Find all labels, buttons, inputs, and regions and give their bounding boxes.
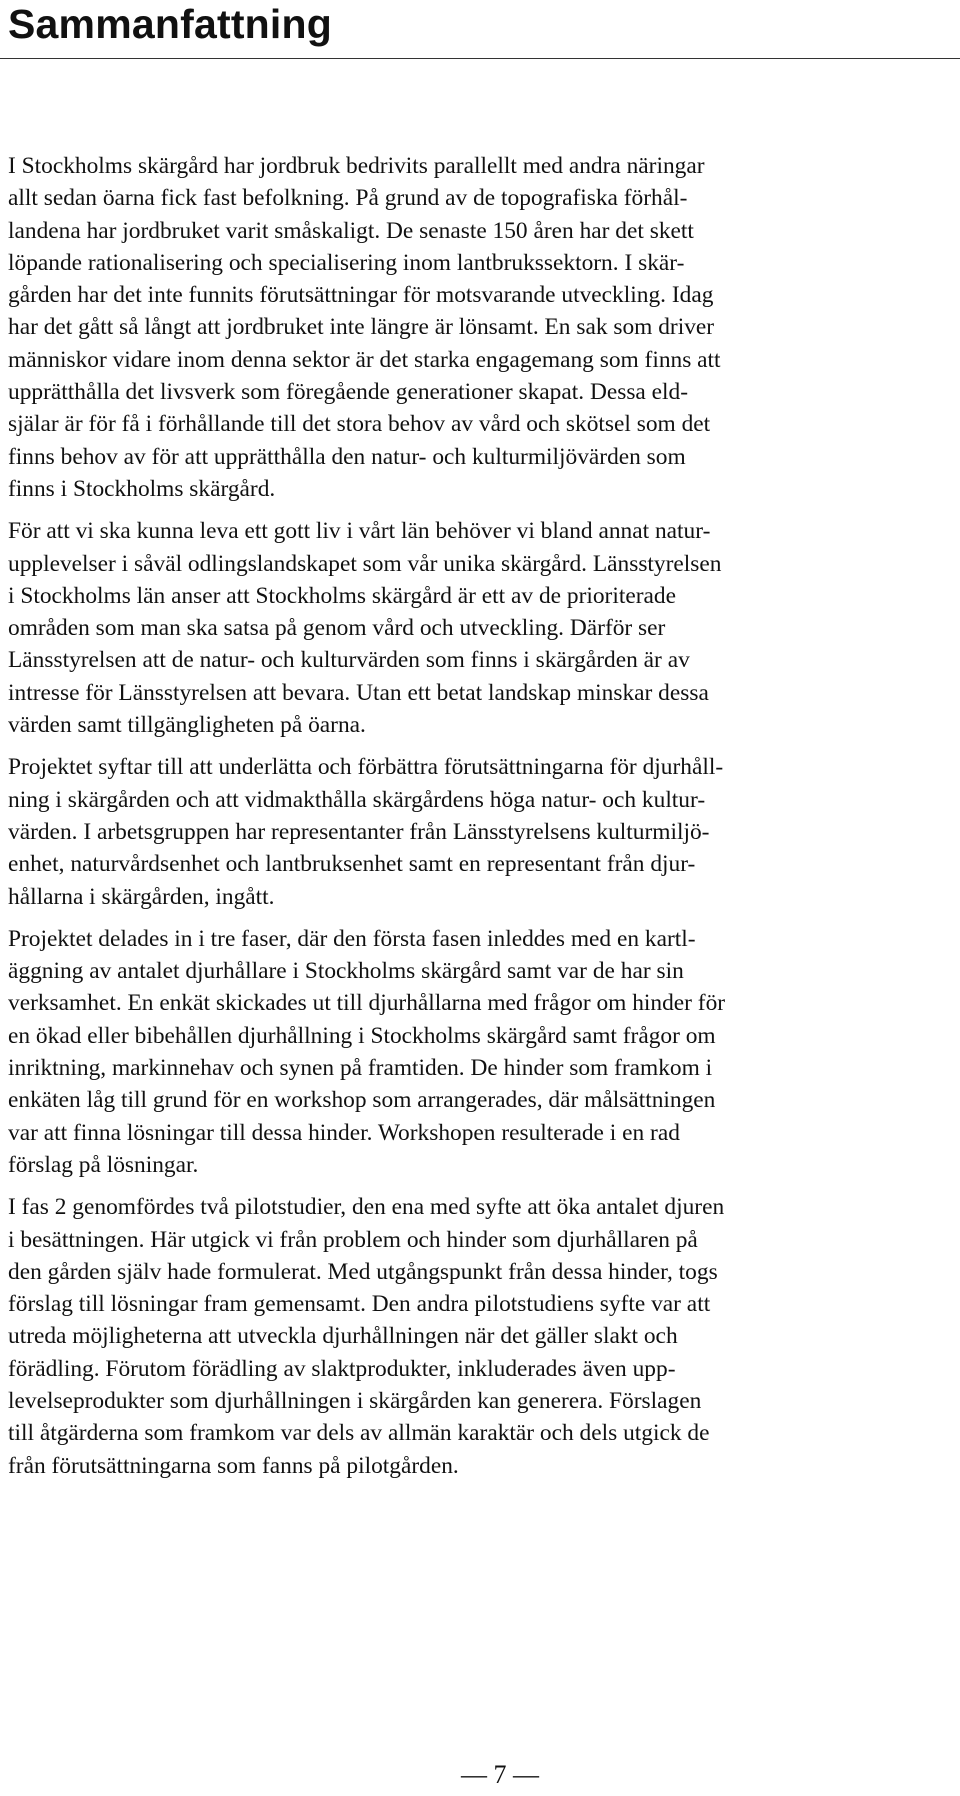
- text-line: har det gått så långt att jordbruket inte längre är lönsamt. En sak som driver: [8, 314, 715, 341]
- text-line: Projektet syftar till att underlätta och förbättra förutsättningarna för djurhåll-: [8, 754, 724, 781]
- text-line: från förutsättningarna som fanns på pilotgården.: [8, 1452, 459, 1479]
- text-line: gården har det inte funnits förutsättningar för motsvarande utveckling. Idag: [8, 282, 714, 309]
- text-line: inriktning, markinnehav och synen på framtiden. De hinder som framkom i: [8, 1055, 713, 1082]
- page-title: Sammanfattning: [8, 1, 332, 47]
- text-line: förslag på lösningar.: [8, 1151, 199, 1178]
- text-line: löpande rationalisering och specialisering inom lantbrukssektorn. I skär-: [8, 249, 685, 276]
- text-line: värden. I arbetsgruppen har representanter från Länsstyrelsens kulturmiljö-: [8, 818, 710, 845]
- paragraph-1: [8, 150, 958, 505]
- text-line: själar är för få i förhållande till det stora behov av vård och skötsel som det: [8, 411, 711, 438]
- paragraph-4: [8, 923, 958, 1181]
- text-line: finns behov av för att upprätthålla den natur- och kulturmiljövärden som: [8, 443, 686, 470]
- text-line: landena har jordbruket varit småskaligt. De senaste 150 åren har det skett: [8, 217, 694, 244]
- text-line: i Stockholms län anser att Stockholms skärgård är ett av de prioriterade: [8, 582, 676, 609]
- text-line: den gården själv hade formulerat. Med utgångspunkt från dessa hinder, togs: [8, 1258, 718, 1285]
- text-line: verksamhet. En enkät skickades ut till djurhållarna med frågor om hinder för: [8, 990, 726, 1017]
- summary-body: [8, 150, 958, 1492]
- page-number-label: — 7 —: [461, 1760, 539, 1789]
- text-line: finns i Stockholms skärgård.: [8, 475, 276, 502]
- text-line: För att vi ska kunna leva ett gott liv i vårt län behöver vi bland annat natur-: [8, 518, 711, 545]
- paragraph-3: [8, 751, 958, 912]
- text-line: förslag till lösningar fram gemensamt. Den andra pilotstudiens syfte var att: [8, 1291, 711, 1318]
- text-line: i besättningen. Här utgick vi från problem och hinder som djurhållaren på: [8, 1226, 698, 1253]
- text-line: områden som man ska satsa på genom vård och utveckling. Därför ser: [8, 615, 666, 642]
- paragraph-2: [8, 515, 958, 741]
- text-line: upplevelser i såväl odlingslandskapet som vår unika skärgård. Länsstyrelsen: [8, 550, 722, 577]
- text-line: äggning av antalet djurhållare i Stockholms skärgård samt var de har sin: [8, 958, 684, 985]
- text-line: en ökad eller bibehållen djurhållning i Stockholms skärgård samt frågor om: [8, 1022, 716, 1049]
- text-line: upprätthålla det livsverk som föregående generationer skapat. Dessa eld-: [8, 379, 689, 406]
- text-line: till åtgärderna som framkom var dels av allmän karaktär och dels utgick de: [8, 1420, 710, 1447]
- paragraph-5: [8, 1191, 958, 1482]
- text-line: ning i skärgården och att vidmakthålla skärgårdens höga natur- och kultur-: [8, 786, 706, 813]
- text-line: Länsstyrelsen att de natur- och kulturvärden som finns i skärgården är av: [8, 647, 690, 674]
- text-line: I Stockholms skärgård har jordbruk bedrivits parallellt med andra näringar: [8, 153, 705, 179]
- text-line: förädling. Förutom förädling av slaktprodukter, inkluderades även upp-: [8, 1355, 676, 1382]
- text-line: var att finna lösningar till dessa hinder. Workshopen resulterade i en rad: [8, 1119, 680, 1146]
- text-line: I fas 2 genomfördes två pilotstudier, den ena med syfte att öka antalet djuren: [8, 1194, 725, 1221]
- text-line: utreda möjligheterna att utveckla djurhållningen när det gäller slakt och: [8, 1323, 678, 1350]
- text-line: hållarna i skärgården, ingått.: [8, 883, 275, 910]
- heading-divider: [0, 58, 960, 59]
- text-line: intresse för Länsstyrelsen att bevara. Utan ett betat landskap minskar dessa: [8, 679, 709, 706]
- text-line: värden samt tillgängligheten på öarna.: [8, 712, 366, 739]
- text-line: levelseprodukter som djurhållningen i skärgården kan generera. Förslagen: [8, 1387, 702, 1414]
- page-number: [0, 1760, 960, 1790]
- text-line: enhet, naturvårdsenhet och lantbruksenhet samt en representant från djur-: [8, 851, 696, 878]
- text-line: enkäten låg till grund för en workshop som arrangerades, där målsättningen: [8, 1087, 716, 1114]
- text-line: Projektet delades in i tre faser, där den första fasen inleddes med en kartl-: [8, 925, 696, 952]
- text-line: allt sedan öarna fick fast befolkning. På grund av de topografiska förhål-: [8, 185, 688, 212]
- text-line: människor vidare inom denna sektor är det starka engagemang som finns att: [8, 346, 721, 373]
